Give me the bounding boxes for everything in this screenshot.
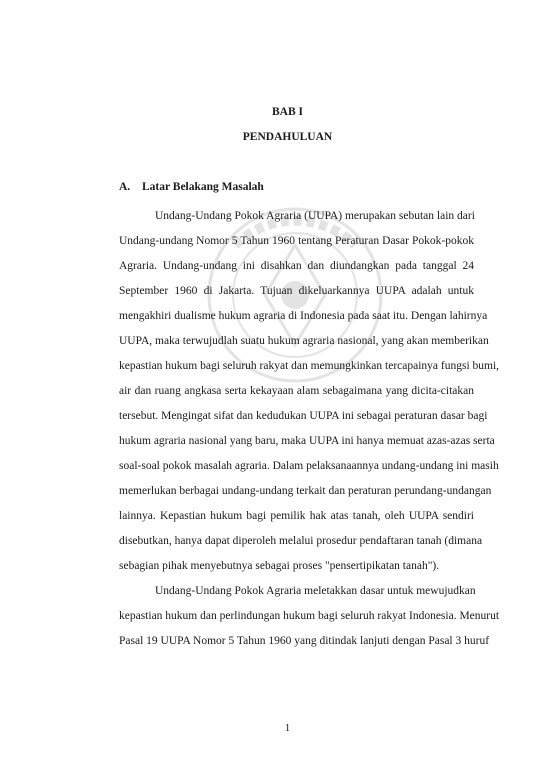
paragraph-line: September 1960 di Jakarta. Tujuan dikeluarkannya UUPA adalah untuk <box>119 285 474 297</box>
paragraph-line: air dan ruang angkasa serta kekayaan alam sebagaimana yang dicita-citakan <box>119 385 474 397</box>
paragraph-line: Pasal 19 UUPA Nomor 5 Tahun 1960 yang ditindak lanjuti dengan Pasal 3 huruf <box>119 635 490 647</box>
section-title: Latar Belakang Masalah <box>142 181 264 193</box>
paragraph-line: kepastian hukum dan perlindungan hukum bagi seluruh rakyat Indonesia. Menurut <box>119 610 500 622</box>
paragraph-line: hukum agraria nasional yang baru, maka UUPA ini hanya memuat azas-azas serta <box>119 435 495 447</box>
paragraph-line: Undang-undang Nomor 5 Tahun 1960 tentang Peraturan Dasar Pokok-pokok <box>119 235 474 247</box>
section-heading <box>119 181 264 193</box>
paragraph-line: kepastian hukum bagi seluruh rakyat dan memungkinkan tercapainya fungsi bumi, <box>119 360 500 372</box>
paragraph-line: soal-soal pokok masalah agraria. Dalam pelaksanaannya undang-undang ini masih <box>119 460 499 472</box>
paragraph-line: UUPA, maka terwujudlah suatu hukum agraria nasional, yang akan memberikan <box>119 335 489 347</box>
paragraph-line: Agraria. Undang-undang ini disahkan dan diundangkan pada tanggal 24 <box>119 260 474 272</box>
paragraph-line: lainnya. Kepastian hukum bagi pemilik hak atas tanah, oleh UUPA sendiri <box>119 510 474 522</box>
paragraph-line: memerlukan berbagai undang-undang terkait dan peraturan perundang-undangan <box>119 485 492 497</box>
paragraph-line: disebutkan, hanya dapat diperoleh melalui prosedur pendaftaran tanah (dimana <box>119 535 483 547</box>
paragraph-line: mengakhiri dualisme hukum agraria di Indonesia pada saat itu. Dengan lahirnya <box>119 310 488 322</box>
page-number: 1 <box>284 722 291 734</box>
paragraph-line: sebagian pihak menyebutnya sebagai proses "pensertipikatan tanah"). <box>119 560 440 572</box>
paragraph-line: tersebut. Mengingat sifat dan kedudukan UUPA ini sebagai peraturan dasar bagi <box>119 410 488 422</box>
section-number: A. <box>119 181 131 193</box>
paragraph-line: Undang-Undang Pokok Agraria (UUPA) merupakan sebutan lain dari <box>155 210 475 222</box>
chapter-label: BAB I <box>272 106 303 118</box>
chapter-title: PENDAHULUAN <box>242 131 333 143</box>
paragraph-line: Undang-Undang Pokok Agraria meletakkan dasar untuk mewujudkan <box>155 585 476 597</box>
